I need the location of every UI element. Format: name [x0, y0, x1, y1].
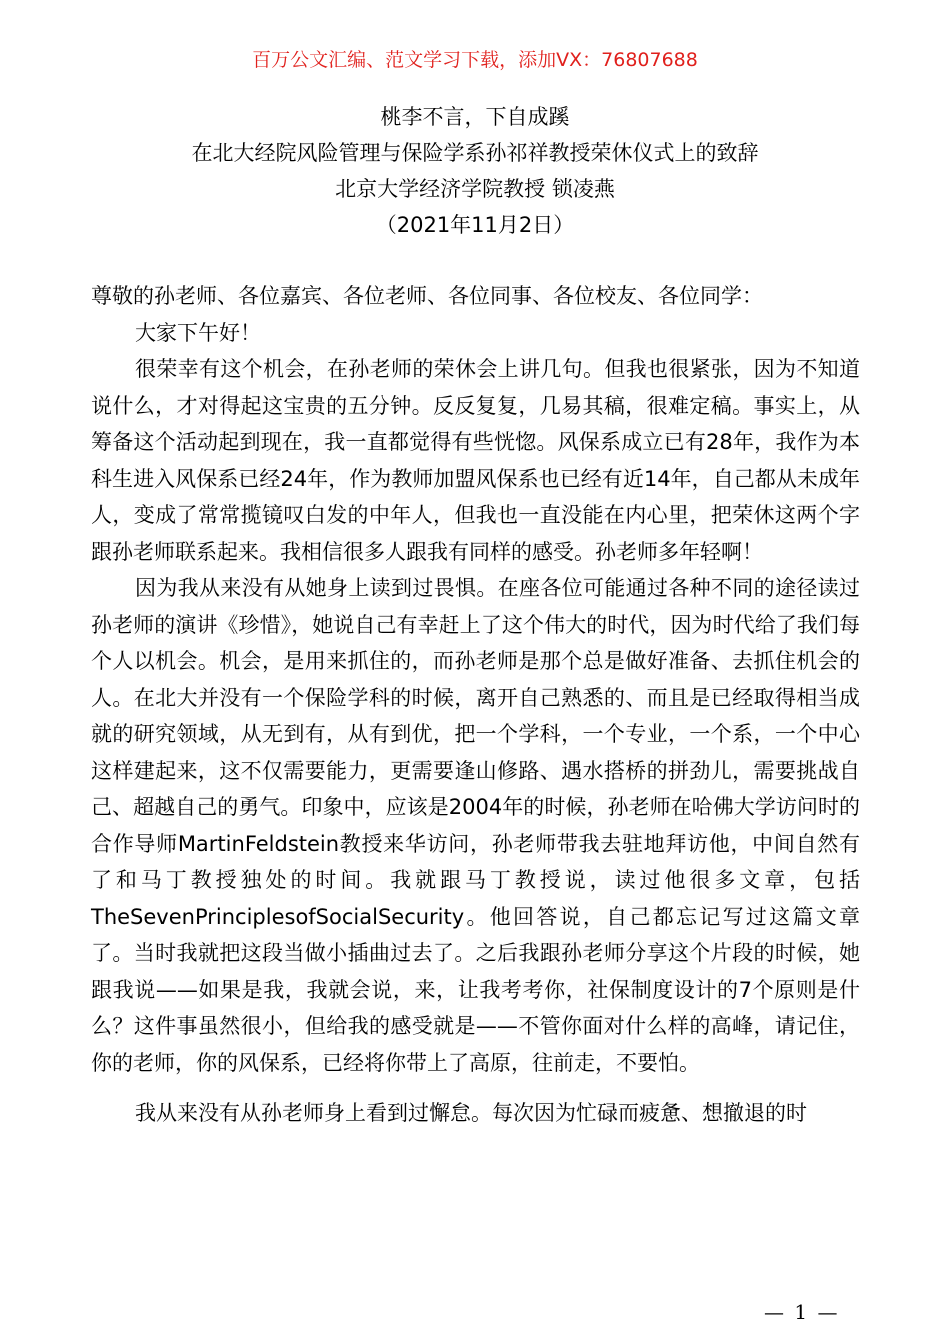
- main-title: 桃李不言，下自成蹊: [380, 105, 570, 129]
- page-number: — 1 —: [764, 1300, 840, 1324]
- paragraph: 很荣幸有这个机会，在孙老师的荣休会上讲几句。但我也很紧张，因为不知道说什么，才对得起这宝贵的五分钟。反反复复，几易其稿，很难定稿。事实上，从筹备这个活动起到现在，我一直都觉得有些恍惚。风保系成立已有28年，我作为本科生进入风保系已经24年，作为教师加盟风保系也已经有近14年，自己都从未成年人，变成了常常揽镜叹白发的中年人，但我也一直没能在内心里，把荣休这两个字跟孙老师联系起来。我相信很多人跟我有同样的感受。孙老师多年轻啊！: [91, 357, 860, 564]
- salutation: 尊敬的孙老师、各位嘉宾、各位老师、各位同事、各位校友、各位同学：: [91, 284, 763, 308]
- paragraph: 因为我从来没有从她身上读到过畏惧。在座各位可能通过各种不同的途径读过孙老师的演讲《珍惜》，她说自己有幸赶上了这个伟大的时代，因为时代给了我们每个人以机会。机会，是用来抓住的，而孙老师是那个总是做好准备、去抓住机会的人。在北大并没有一个保险学科的时候，离开自己熟悉的、而且是已经取得相当成就的研究领域，从无到有，从有到优，把一个学科，一个专业，一个系，一个中心这样建起来，这不仅需要能力，更需要逢山修路、遇水搭桥的拼劲儿，需要挑战自己、超越自己的勇气。印象中，应该是2004年的时候，孙老师在哈佛大学访问时的合作导师MartinFeldstein教授来华访问，孙老师带我去驻地拜访他，中间自然有了和马丁教授独处的时间。我就跟马丁教授说，读过他很多文章，包括TheSevenPrinciplesofSocialSecurity。他回答说，自己都忘记写过这篇文章了。当时我就把这段当做小插曲过去了。之后我跟孙老师分享这个片段的时候，她跟我说——如果是我，我就会说，来，让我考考你，社保制度设计的7个原则是什么？这件事虽然很小，但给我的感受就是——不管你面对什么样的高峰，请记住，你的老师，你的风保系，已经将你带上了高原，往前走，不要怕。: [91, 576, 860, 1075]
- paragraph: 我从来没有从孙老师身上看到过懈怠。每次因为忙碌而疲惫、想撤退的时: [135, 1101, 807, 1125]
- speech-body: [91, 278, 860, 1132]
- greeting-paragraph: 大家下午好！: [135, 320, 261, 345]
- date-line: （2021年11月2日）: [375, 213, 575, 237]
- watermark-banner: 百万公文汇编、范文学习下载，添加VX：76807688: [252, 49, 698, 71]
- author-line: 北京大学经济学院教授 锁凌燕: [335, 177, 615, 201]
- title-block: [0, 99, 950, 243]
- subtitle: 在北大经院风险管理与保险学系孙祁祥教授荣休仪式上的致辞: [191, 141, 759, 165]
